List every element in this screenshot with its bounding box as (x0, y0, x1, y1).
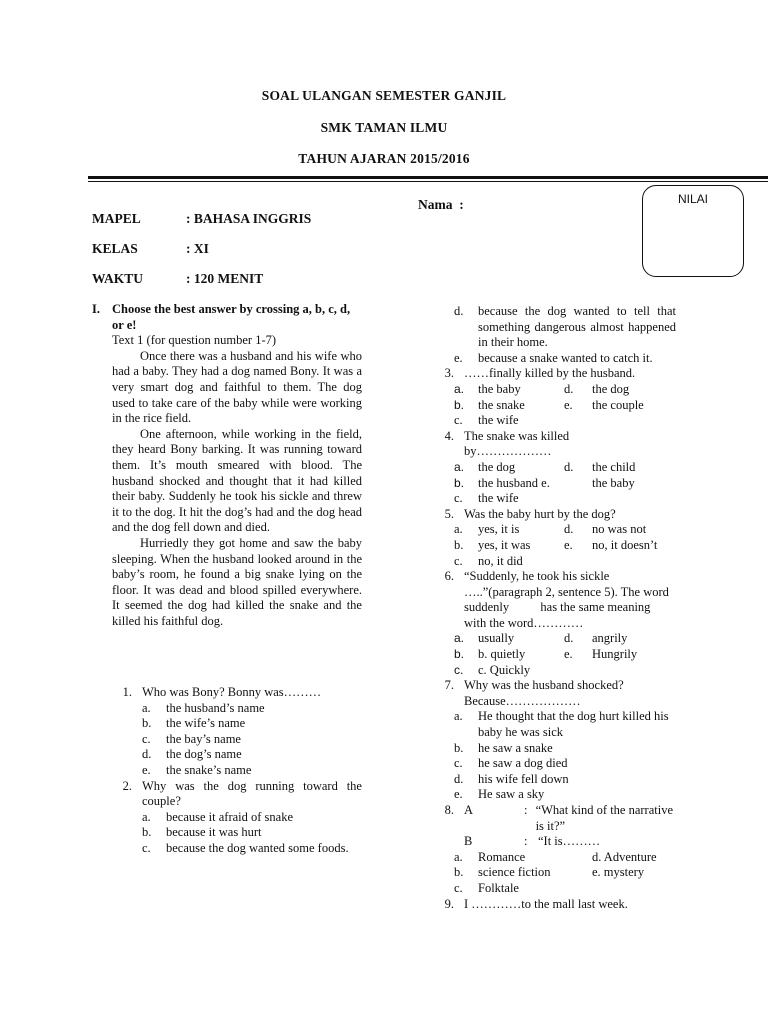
score-label: NILAI (677, 192, 708, 206)
waktu-value: : 120 MENIT (186, 271, 264, 286)
option-c-letter: c. (454, 880, 463, 895)
option-a[interactable]: the dog (478, 459, 516, 474)
dialogue (464, 803, 676, 850)
option-d-letter: d. (564, 522, 574, 537)
option-c-letter: c. (454, 662, 464, 677)
speaker-b-line: : “It is……… (524, 834, 601, 849)
question-text: ……finally killed by the husband. (464, 366, 636, 381)
option-e[interactable]: e. He saw a sky (454, 787, 545, 802)
left-column (92, 302, 362, 629)
header-rule-thick (88, 176, 768, 179)
question-7-options (428, 709, 676, 803)
question-number: 4. (444, 428, 454, 443)
option-b-letter: b. (454, 647, 465, 662)
option-b[interactable]: science fiction (478, 865, 551, 880)
option-c[interactable]: c. the bay’s name (142, 731, 241, 746)
question-5 (428, 507, 676, 523)
option-a[interactable]: a. because it afraid of snake (142, 809, 294, 824)
reading-paragraph-2: One afternoon, while working in the field, they heard Bony barking. It was running toward them. It’s mouth smeared with blood. The husband shocked and thought that it had killed their baby. Suddenly he took his sickle and threw it to the dog. It hit the dog’s had and the dog head and the dog fell down and died. (112, 426, 362, 535)
option-e[interactable]: Hungrily (592, 647, 638, 662)
option-e[interactable]: the baby (592, 475, 635, 490)
question-6 (428, 569, 676, 631)
question-2-continued (428, 304, 676, 366)
reading-paragraph-3: Hurriedly they got home and saw the baby sleeping. When the husband looked around in the baby’s room, he found a big snake lying on the floor. It was dead and blood spilled everywhere. It seemed the dog had killed the snake and the killed his faithful dog. (112, 535, 362, 628)
question-text: Why was the dog running toward the couple? (142, 778, 362, 809)
option-d[interactable]: no was not (592, 522, 647, 537)
header-rule-thin (88, 181, 768, 182)
question-9 (428, 897, 676, 913)
option-e-letter: e. (564, 647, 573, 662)
option-c[interactable]: c. Quickly (478, 662, 531, 677)
left-questions (106, 685, 362, 857)
option-b-letter: b. (454, 397, 465, 412)
kelas-label: KELAS (92, 241, 138, 256)
section-instruction (92, 302, 362, 333)
question-number: 8. (444, 803, 454, 817)
question-text: The snake was killed by……………… (464, 428, 570, 459)
question-1-options (106, 701, 362, 779)
waktu-label: WAKTU (92, 271, 144, 286)
option-b-letter: b. (454, 475, 465, 490)
nama-label: Nama : (418, 197, 464, 212)
option-e[interactable]: no, it doesn’t (592, 537, 658, 552)
option-b[interactable]: b. quietly (478, 647, 526, 662)
question-text: Why was the husband shocked? Because……………… (464, 678, 624, 708)
option-c[interactable]: the wife (478, 491, 519, 506)
question-number: 1. (122, 685, 132, 699)
question-7 (428, 678, 676, 709)
speaker-a-line: : “What kind of the narrative is it?” (524, 803, 674, 833)
question-text: Who was Bony? Bonny was……… (142, 685, 322, 699)
option-b[interactable]: b. the wife’s name (142, 716, 246, 731)
question-2 (106, 779, 362, 810)
option-a[interactable]: Romance (478, 849, 526, 864)
question-text: “Suddenly, he took his sickle …..”(paragraph 2, sentence 5). The word suddenly has the same meaning with the word………… (464, 569, 669, 630)
option-d[interactable]: angrily (592, 631, 628, 646)
option-a[interactable]: a. He thought that the dog hurt killed his baby he was sick (454, 709, 669, 740)
option-b[interactable]: the husband e. (478, 475, 550, 490)
option-e[interactable]: e. because a snake wanted to catch it. (454, 350, 653, 365)
option-b[interactable]: the snake (478, 397, 525, 412)
option-b[interactable]: b. he saw a snake (454, 740, 553, 755)
option-d[interactable]: d. the dog’s name (142, 747, 242, 762)
option-a[interactable]: the baby (478, 381, 521, 396)
right-column (428, 304, 676, 912)
option-a-letter: a. (454, 459, 465, 474)
option-a[interactable]: a. the husband’s name (142, 700, 265, 715)
option-d[interactable]: d. because the dog wanted to tell that something dangerous almost happened in their home. (454, 304, 676, 350)
option-c[interactable]: c. because the dog wanted some foods. (142, 840, 349, 855)
option-d[interactable]: d. his wife fell down (454, 771, 569, 786)
option-c-letter: c. (454, 491, 463, 506)
question-number: 5. (444, 506, 454, 521)
mapel-label: MAPEL (92, 211, 141, 226)
kelas-value: : XI (186, 241, 209, 256)
option-a[interactable]: yes, it is (478, 522, 520, 537)
option-d[interactable]: d. Adventure (592, 849, 657, 864)
question-number: 2. (122, 778, 132, 793)
question-3-options (428, 382, 676, 429)
text-label: Text 1 (for question number 1-7) (112, 333, 277, 348)
option-a-letter: a. (454, 631, 465, 646)
option-a[interactable]: usually (478, 631, 515, 646)
option-d-letter: d. (564, 459, 574, 474)
question-2-options (106, 810, 362, 857)
speaker-a: A (464, 803, 474, 817)
option-b-letter: b. (454, 865, 464, 880)
question-text: Was the baby hurt by the dog? (464, 506, 616, 521)
exam-title: SOAL ULANGAN SEMESTER GANJIL (261, 88, 507, 103)
question-4-options (428, 460, 676, 507)
option-d-letter: d. (564, 631, 574, 646)
option-d-letter: d. (564, 381, 574, 396)
question-4 (428, 429, 676, 460)
option-c[interactable]: Folktale (478, 880, 519, 895)
question-5-options (428, 522, 676, 569)
question-number: 6. (444, 569, 454, 584)
question-1 (106, 685, 362, 701)
option-c[interactable]: no, it did (478, 553, 523, 568)
option-c[interactable]: the wife (478, 413, 519, 428)
option-e[interactable]: the couple (592, 397, 644, 412)
question-8-options (428, 850, 676, 897)
option-e[interactable]: e. the snake’s name (142, 762, 252, 777)
academic-year: TAHUN AJARAN 2015/2016 (298, 151, 470, 166)
question-number: 3. (444, 366, 454, 381)
section-number: I. (92, 302, 100, 316)
option-c[interactable]: c. he saw a dog died (454, 756, 568, 771)
question-number: 7. (444, 678, 454, 693)
instruction-text: Choose the best answer by crossing a, b, c, d, or e! (112, 302, 351, 332)
mapel-value: : BAHASA INGGRIS (186, 211, 312, 226)
option-c-letter: c. (454, 553, 463, 568)
option-b[interactable]: b. because it was hurt (142, 825, 262, 840)
option-a-letter: a. (454, 849, 463, 864)
option-d[interactable]: the dog (592, 381, 630, 396)
option-c-letter: c. (454, 413, 463, 428)
question-number: 9. (444, 896, 454, 911)
option-d[interactable]: the child (592, 459, 636, 474)
speaker-b: B (464, 834, 473, 849)
option-e-letter: e. (564, 397, 573, 412)
option-a-letter: a. (454, 381, 465, 396)
option-e[interactable]: e. mystery (592, 865, 645, 880)
question-3 (428, 366, 676, 382)
question-text: I …………to the mall last week. (464, 896, 628, 911)
question-8 (428, 803, 676, 850)
option-b[interactable]: yes, it was (478, 537, 531, 552)
score-box (642, 185, 744, 277)
option-a-letter: a. (454, 522, 463, 537)
option-e-letter: e. (564, 537, 573, 552)
reading-paragraph-1: Once there was a husband and his wife who had a baby. They had a dog named Bony. It was a very smart dog and faithful to them. The dog used to take care of the baby while were working in the rice field. (112, 348, 362, 426)
school-name: SMK TAMAN ILMU (320, 120, 448, 135)
option-b-letter: b. (454, 537, 464, 552)
question-6-options (428, 631, 676, 678)
